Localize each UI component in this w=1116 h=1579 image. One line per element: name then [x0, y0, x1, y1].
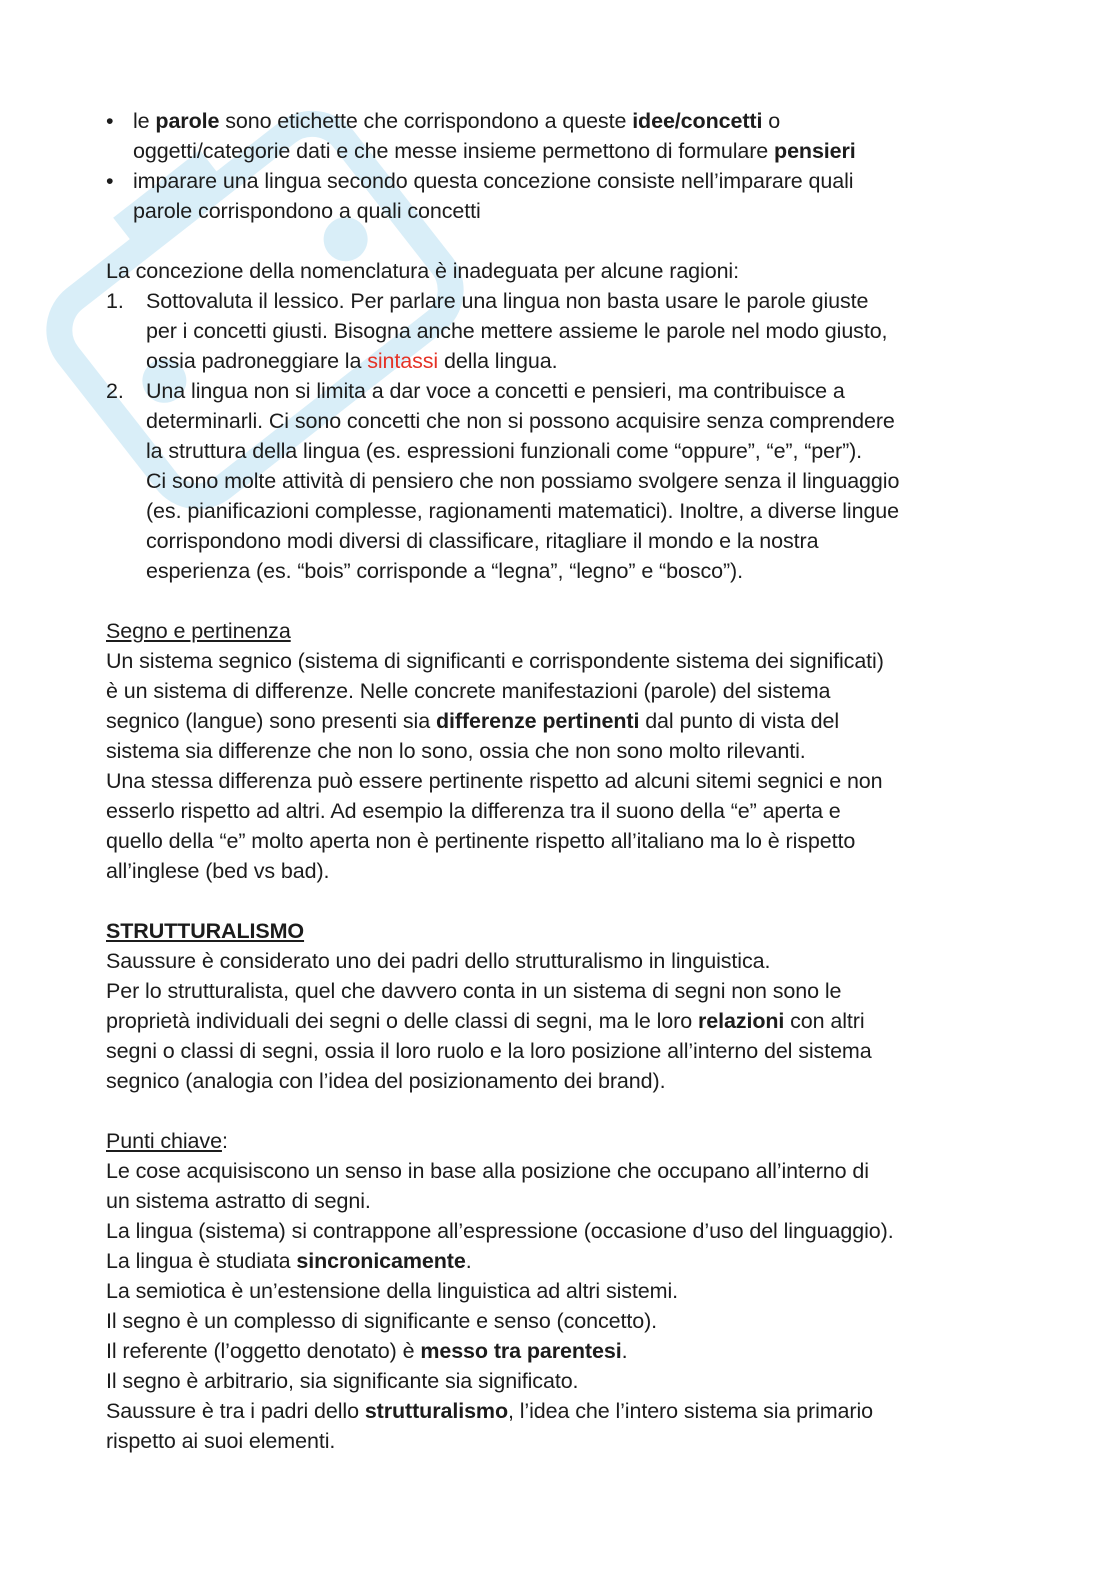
section-heading-segno: Segno e pertinenza [106, 619, 291, 643]
bullet-item-1-cont: oggetti/categorie dati e che messe insieme permettono di formulare pensieri [133, 139, 856, 163]
bold-term: idee/concetti [632, 109, 763, 133]
section-heading-strutturalismo: STRUTTURALISMO [106, 919, 305, 943]
bold-term: differenze pertinenti [435, 709, 640, 733]
bold-term: sincronicamente [296, 1249, 466, 1273]
numbered-item-2: 2. Una lingua non si limita a dar voce a concetti e pensieri, ma contribuisce a [106, 376, 1016, 406]
intro-paragraph: La concezione della nomenclatura è inadeguata per alcune ragioni: [106, 259, 739, 283]
segno-paragraph: Un sistema segnico (sistema di significanti e corrispondente sistema dei significati) [106, 649, 884, 673]
bold-term: pensieri [774, 139, 856, 163]
punti-paragraph: Le cose acquisiscono un senso in base alla posizione che occupano all’interno di [106, 1159, 869, 1183]
bullet-item-2-cont: parole corrispondono a quali concetti [133, 199, 481, 223]
bold-term: strutturalismo [364, 1399, 508, 1423]
bullet-item-2: • imparare una lingua secondo questa concezione consiste nell’imparare quali [106, 166, 1016, 196]
numbered-item-1: 1. Sottovaluta il lessico. Per parlare una lingua non basta usare le parole giuste [106, 286, 1016, 316]
bullet-marker: • [106, 109, 114, 133]
bold-term: messo tra parentesi [420, 1339, 622, 1363]
number-marker: 1. [106, 289, 124, 313]
bullet-marker: • [106, 169, 114, 193]
section-heading-punti-chiave: Punti chiave [106, 1129, 222, 1153]
number-marker: 2. [106, 379, 124, 403]
highlight-term-sintassi: sintassi [367, 349, 439, 373]
bullet-item-1: • le parole sono etichette che corrispondono a queste idee/concetti o [106, 106, 1016, 136]
document-page: • le parole sono etichette che corrispondono a queste idee/concetti o oggetti/categorie dati e che messe insieme permettono di formulare pensieri • imparare una lingua secondo questa concezione consiste nell’imparare quali parole corrispondono a quali concetti La concezione della nomenclatura è inadeguata per alcune ragioni: 1. Sottovaluta il lessico. Per parlare una lingua non basta usare le parole giuste per i concetti giusti. Bisogna anche mettere assieme le parole nel modo giusto, ossia padroneggiare la sintassi della lingua. 2. Una lingua non si limita a dar voce a concetti e pensieri, ma contribuisce a determinarli. Ci sono concetti che non si possono acquisire senza comprendere la struttura della lingua (es. espressioni funzionali come “oppure”, “e”, “per”). Ci sono molte attività di pensiero che non possiamo svolgere senza il linguaggio (es. pianificazioni complesse, ragionamenti matematici). Inoltre, a diverse lingue corrispondono modi diversi di classificare, ritagliare il mondo e la nostra esperienza (es. “bois” corrisponde a “legna”, “legno” e “bosco”). Segno e pertinenza Un sistema segnico (sistema di significanti e corrispondente sistema dei significati) è un sistema di differenze. Nelle concrete manifestazioni (parole) del sistema segnico (langue) sono presenti sia differenze pertinenti dal punto di vista del sistema sia differenze che non lo sono, ossia che non sono molto rilevanti. Una stessa differenza può essere pertinente rispetto ad alcuni sitemi segnici e non esserlo rispetto ad altri. Ad esempio la differenza tra il suono della “e” aperta e quello della “e” molto aperta non è pertinente rispetto all’italiano ma lo è rispetto all’inglese (bed vs bad). STRUTTURALISMO Saussure è considerato uno dei padri dello strutturalismo in linguistica. Per lo strutturalista, quel che davvero conta in un sistema di segni non sono le proprietà individuali dei segni o delle classi di segni, ma le loro relazioni con altri segni o classi di segni, ossia il loro ruolo e la loro posizione all’interno del sistema segnico (analogia con l’idea del posizionamento dei brand). Punti chiave: Le cose acquisiscono un senso in base alla posizione che occupano all’interno di un sistema astratto di segni. La lingua (sistema) si contrappone all’espressione (occasione d’uso del linguaggio). La lingua è studiata sincronicamente. La semiotica è un’estensione della linguistica ad altri sistemi. Il segno è un complesso di significante e senso (concetto). Il referente (l’oggetto denotato) è messo tra parentesi. Il segno è arbitrario, sia significante sia significato. Saussure è tra i padri dello strutturalismo, l’idea che l’intero sistema sia primario rispetto ai suoi elementi. [106, 106, 1016, 1456]
bold-term: parole [155, 109, 220, 133]
bold-term: relazioni [697, 1009, 785, 1033]
strutturalismo-paragraph: Saussure è considerato uno dei padri dello strutturalismo in linguistica. [106, 949, 771, 973]
